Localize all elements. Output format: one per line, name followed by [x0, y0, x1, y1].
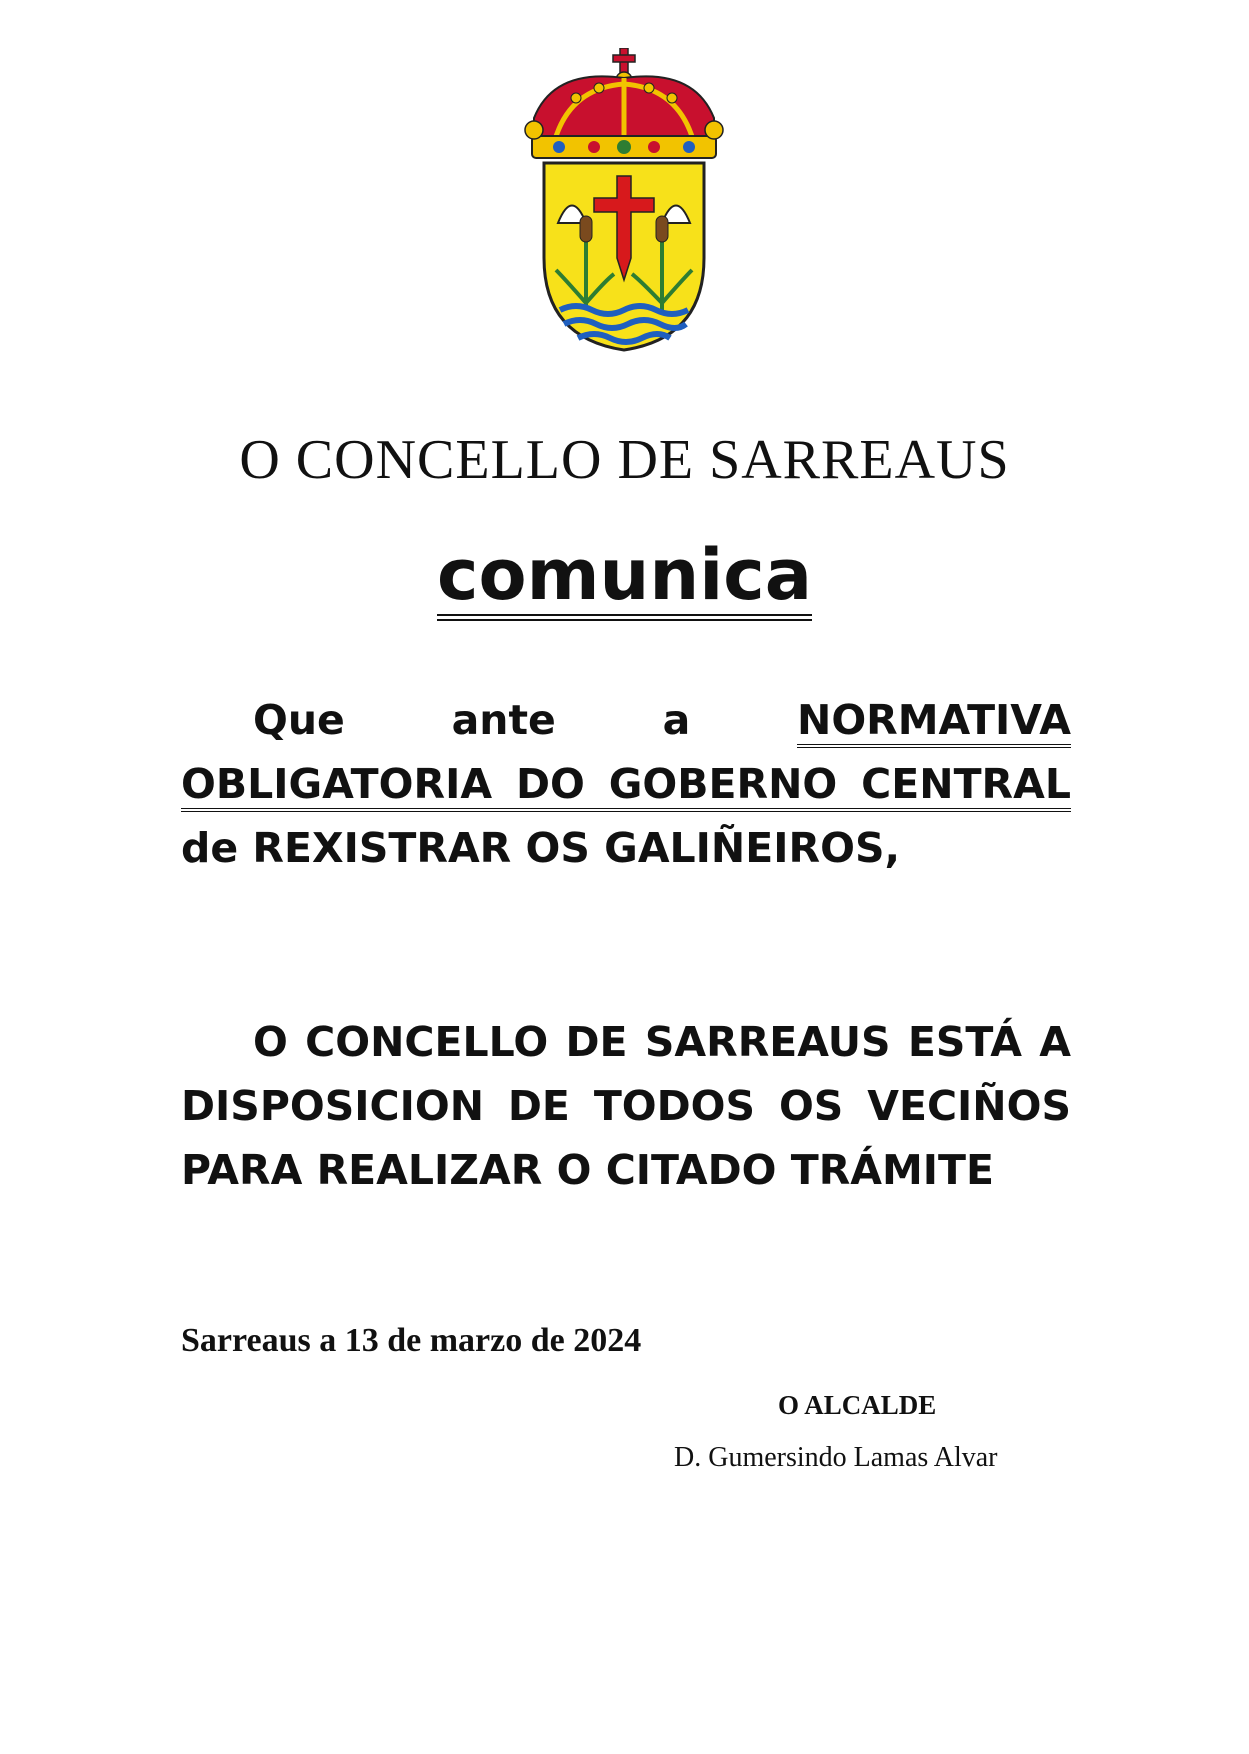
paragraph-1-lead: Que ante a	[253, 696, 797, 744]
headline-text: comunica	[437, 540, 812, 621]
headline	[0, 534, 1249, 621]
coat-of-arms-icon	[514, 48, 734, 356]
notice-paragraph-1	[181, 688, 1071, 880]
signature-role: O ALCALDE	[778, 1390, 937, 1420]
paragraph-1-rest: de REXISTRAR OS GALIÑEIROS,	[181, 824, 901, 872]
date-line: Sarreaus a 13 de marzo de 2024	[181, 1322, 642, 1359]
paragraph-1-underlined: NORMATIVA OBLIGATORIA DO GOBERNO CENTRAL	[181, 696, 1071, 812]
notice-paragraph-2	[181, 1010, 1071, 1202]
page-title: O CONCELLO DE SARREAUS	[239, 429, 1010, 491]
signature-name: D. Gumersindo Lamas Alvar	[674, 1442, 998, 1473]
paragraph-2-text: O CONCELLO DE SARREAUS ESTÁ A DISPOSICION DE TODOS OS VECIÑOS PARA REALIZAR O CITADO TRÁMITE	[181, 1018, 1071, 1194]
